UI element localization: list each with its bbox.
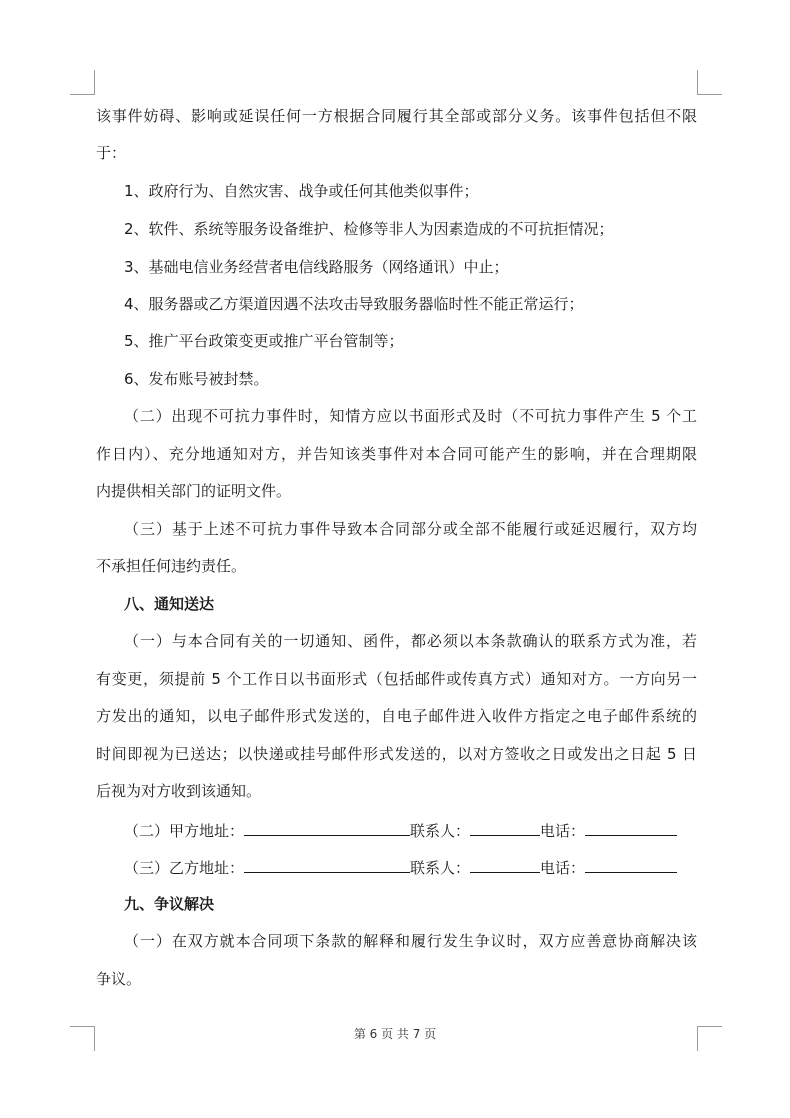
- margin-mark-top-left: [70, 70, 95, 95]
- party-a-address-label: （二）甲方地址：: [124, 822, 245, 840]
- party-a-contact-blank[interactable]: [470, 819, 540, 836]
- party-a-phone-label: 电话：: [540, 822, 586, 840]
- paragraph-line: 有变更，须提前 5 个工作日以书面形式（包括邮件或传真方式）通知对方。一方向另一: [96, 670, 697, 688]
- party-b-phone-label: 电话：: [540, 859, 586, 877]
- list-item: 1、政府行为、自然灾害、战争或任何其他类似事件；: [124, 182, 479, 200]
- paragraph-line: 于：: [96, 144, 127, 162]
- list-item: 3、基础电信业务经营者电信线路服务（网络通讯）中止；: [124, 258, 509, 276]
- paragraph-line: （三）基于上述不可抗力事件导致本合同部分或全部不能履行或延迟履行，双方均: [124, 520, 697, 538]
- paragraph-line: 作日内）、充分地通知对方，并告知该类事件对本合同可能产生的影响，并在合理期限: [96, 445, 697, 463]
- party-a-address-blank[interactable]: [244, 819, 410, 836]
- paragraph-line: 争议。: [96, 970, 142, 988]
- party-b-contact-label: 联系人：: [410, 859, 471, 877]
- list-item: 2、软件、系统等服务设备维护、检修等非人为因素造成的不可抗拒情况；: [124, 220, 614, 238]
- paragraph-line: 时间即视为已送达；以快递或挂号邮件形式发送的，以对方签收之日或发出之日起 5 日: [96, 745, 697, 763]
- paragraph-line: （一）在双方就本合同项下条款的解释和履行发生争议时，双方应善意协商解决该: [124, 932, 697, 950]
- page-footer: 第 6 页 共 7 页: [353, 1027, 437, 1041]
- paragraph-line: 该事件妨碍、影响或延误任何一方根据合同履行其全部或部分义务。该事件包括但不限: [96, 107, 697, 125]
- party-a-row: [124, 819, 677, 841]
- party-b-address-blank[interactable]: [244, 856, 410, 873]
- section-heading: 九、争议解决: [124, 895, 215, 913]
- party-b-address-label: （三）乙方地址：: [124, 859, 245, 877]
- list-item: 5、推广平台政策变更或推广平台管制等；: [124, 332, 404, 350]
- paragraph-line: 方发出的通知，以电子邮件形式发送的，自电子邮件进入收件方指定之电子邮件系统的: [96, 707, 697, 725]
- margin-mark-top-right: [697, 70, 722, 95]
- list-item: 4、服务器或乙方渠道因遇不法攻击导致服务器临时性不能正常运行；: [124, 295, 584, 313]
- list-item: 6、发布账号被封禁。: [124, 370, 269, 388]
- party-b-phone-blank[interactable]: [585, 856, 677, 873]
- party-b-contact-blank[interactable]: [470, 856, 540, 873]
- paragraph-line: 内提供相关部门的证明文件。: [96, 482, 292, 500]
- party-b-row: [124, 856, 677, 878]
- paragraph-line: 不承担任何违约责任。: [96, 557, 247, 575]
- party-a-contact-label: 联系人：: [410, 822, 471, 840]
- paragraph-line: 后视为对方收到该通知。: [96, 782, 262, 800]
- party-a-phone-blank[interactable]: [585, 819, 677, 836]
- paragraph-line: （二）出现不可抗力事件时，知情方应以书面形式及时（不可抗力事件产生 5 个工: [124, 407, 697, 425]
- paragraph-line: （一）与本合同有关的一切通知、函件，都必须以本条款确认的联系方式为准，若: [124, 632, 697, 650]
- section-heading: 八、通知送达: [124, 595, 215, 613]
